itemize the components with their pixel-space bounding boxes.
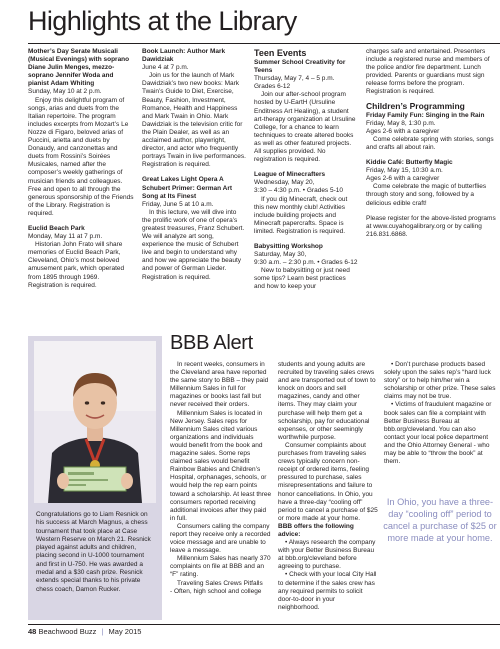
- event-time: 9:30 a.m. – 2:30 p.m. • Grades 6-12: [254, 259, 358, 267]
- event-heading: Summer School Creativity for Teens: [254, 59, 346, 75]
- article-paragraph: • Always research the company with your Better Business Bureau at bbb.org/cleveland before agreeing to purchase.: [278, 539, 376, 571]
- event-body: Historian John Frato will share memories of Euclid Beach Park, Cleveland, Ohio’s most beloved amusement park, which operated from 1895 through 1969. Registration is required.: [28, 241, 125, 289]
- pull-quote: In Ohio, you have a three-day “cooling off” period to cancel a purchase of $25 or more made at your home.: [383, 497, 497, 543]
- page-title: Highlights at the Library: [28, 6, 297, 36]
- article-paragraph: - Often, high school and college: [170, 587, 262, 595]
- section-title: Children’s Programming: [366, 100, 465, 111]
- event-date: Saturday, May 30,: [254, 251, 307, 259]
- registration-note: Please register for the above-listed programs at www.cuyahogalibrary.org or by calling 216.831.6868.: [366, 214, 496, 238]
- bbb-column-3: [384, 361, 498, 489]
- event-heading: Friday Family Fun: Singing in the Rain: [366, 111, 485, 119]
- event-date: Friday, June 5 at 10 a.m.: [142, 200, 214, 208]
- photo-caption: Congratulations go to Liam Resnick on his success at March Magnus, a chess tournament that took place at Case Western Reserve on March 21. Resnick played against adults and children, placing second in U-1000 tournament and first in U-750. He was awarded a medal and a $30 cash prize. Resnick extends special thanks to his private chess coach, Damon Rucker.: [36, 511, 151, 593]
- article-paragraph: Consumers calling the company report they receive only a recorded voice message and are unable to leave a message.: [170, 522, 271, 555]
- issue-date: May 2015: [108, 627, 142, 636]
- chess-winner-photo: [34, 341, 156, 503]
- event-heading: Kiddie Café: Butterfly Magic: [366, 159, 453, 167]
- events-column-2: [142, 48, 246, 324]
- events-column-1: [28, 48, 134, 324]
- teen-events-column: [254, 48, 358, 324]
- event-ages: Ages 2-6 with a caregiver: [366, 175, 440, 183]
- event-body: Enjoy this delightful program of songs, arias and duets from the Italian repertoire. The program includes excerpts from Mozart’s Le Nozze di Figaro, beloved arias of Puccini, arietta and duets by Donaudy, and canzonettas and duets from Rossini’s Soirées Musicales, named after the composer’s weekly gatherings of musician friends and colleagues. Free and open to all through the generous sponsorship of the Friends of the Library. Registration is required.: [28, 96, 134, 217]
- event-heading: Mother’s Day Serate Musicali (Musical Evenings) with soprano Diane Julin Menges, mezzo-soprano Jennifer Woda and pianist Adam Whiting: [28, 48, 130, 88]
- title-rule: [28, 43, 500, 44]
- bbb-column-2: [278, 361, 378, 623]
- article-subheading: BBB offers the following advice:: [278, 522, 354, 538]
- event-date: Friday, May 15, 10:30 a.m.: [366, 167, 443, 175]
- continued-text: charges safe and entertained. Presenters include a registered nurse and members of the police and/or fire department. Lunch provided. Parents or guardians must sign release forms before the program. Registration is required.: [366, 48, 490, 96]
- event-body: Join us for the launch of Mark Dawidziak’s two new books: Mark Twain’s Guide to Diet, Exercise, Beauty, Fashion, Investment, Romance, Health and Happiness and Mark Twain in Ohio. Mark Dawidziak is the television critic for the Plain Dealer, as well as an acclaimed author, playwright, director, and actor who frequently portrays Twain in live performances. Registration is required.: [142, 72, 246, 169]
- event-date: Monday, May 11 at 7 p.m.: [28, 233, 103, 241]
- article-paragraph: Millennium Sales has nearly 370 complaints on file at BBB and an “F” rating.: [170, 555, 271, 579]
- article-paragraph: • Victims of fraudulent magazine or book sales can file a complaint with Better Business Bureau at bbb.org/cleveland. You can also contact your local police department and the Ohio Attorney General - who may be able to “throw the book” at them.: [384, 401, 492, 466]
- event-body: Come celebrate spring with stories, songs and crafts all about rain.: [366, 135, 494, 151]
- event-time: 3:30 – 4:30 p.m. • Grades 5-10: [254, 187, 343, 195]
- childrens-column: [366, 48, 498, 324]
- article-paragraph: Consumer complaints about purchases from traveling sales crews typically concern non-receipt of ordered items, feeling pressured to purchase, sales misrepresentations and failure to honor cancellations. In Ohio, you have a three-day “cooling off” period to cancel a purchase of $25 or more made at your home.: [278, 441, 378, 522]
- publication-name: Beachwood Buzz: [38, 627, 97, 636]
- article-paragraph: students and young adults are recruited by traveling sales crews and are transported out of town to knock on doors and sell magazines, candy and other items. They may claim your purchase will help them get a scholarship, pay for educational expenses, or other seemingly worthwhile purpose.: [278, 361, 376, 441]
- footer-rule: [28, 624, 500, 625]
- event-body: Join our after-school program hosted by U-EartH (Ursuline Enditness Art Healing), a student art-therapy organization at Ursuline College, for a chance to learn techniques to create altered books as well as other featured projects. All supplies provided. No registration is required.: [254, 91, 356, 164]
- article-paragraph: • Check with your local City Hall to determine if the sales crew has any required permits to solicit door-to-door in your neighborhood.: [278, 571, 377, 611]
- event-heading: League of Minecrafters: [254, 171, 326, 179]
- event-date: Friday, May 8, 1:30 p.m.: [366, 119, 436, 127]
- event-date: June 4 at 7 p.m.: [142, 64, 189, 72]
- event-heading: Great Lakes Light Opera A Schubert Primer: German Art Song at Its Finest: [142, 176, 233, 200]
- article-paragraph: Millennium Sales is located in New Jersey. Sales reps for Millennium Sales cited various organizations and individuals would benefit from the book and magazine sales. Some reps claimed sales would benefit Rainbow Babies and Children’s Hospital, orphanages, schools, or would help the rep earn points toward a scholarship. At least three consumers reported receiving additional invoices after they paid in full.: [170, 409, 272, 522]
- event-heading: Euclid Beach Park: [28, 224, 85, 232]
- article-subheading: Traveling Sales Crews Pitfalls: [177, 579, 263, 587]
- article-paragraph: In recent weeks, consumers in the Cleveland area have reported the same story to BBB – they paid Millennium Sales in full for magazines or books last fall but never received their orders.: [170, 361, 269, 409]
- event-heading: Babysitting Workshop: [254, 242, 323, 250]
- footer-separator: |: [101, 627, 104, 636]
- event-date: Sunday, May 10 at 2 p.m.: [28, 88, 102, 96]
- page-footer: [28, 627, 141, 636]
- article-paragraph: • Don’t purchase products based solely upon the sales rep’s “hard luck story” or to help him/her win a scholarship or other prize. These sales claims may not be true.: [384, 361, 496, 401]
- event-date: Wednesday, May 20,: [254, 179, 315, 187]
- event-body: Come celebrate the magic of butterflies through story and song, followed by a delicious edible craft!: [366, 183, 487, 207]
- event-body: New to babysitting or just need some tips? Learn best practices and how to keep your: [254, 267, 350, 291]
- event-date: Thursday, May 7, 4 – 5 p.m.: [254, 75, 335, 83]
- event-body: In this lecture, we will dive into the prolific work of one of opera’s greatest treasures, Franz Schubert. We will analyze art song, experience the music of Schubert live and begin to understand why and how we appreciate the beauty and power of German Lieder. Registration is required.: [142, 208, 245, 281]
- event-body: If you dig Minecraft, check out this new monthly club! Activities include building projects and Minecraft papercrafts. Space is limited. Registration is required.: [254, 195, 348, 235]
- event-grades: Grades 6-12: [254, 83, 291, 91]
- section-title: Teen Events: [254, 48, 307, 58]
- bbb-column-1: [170, 361, 272, 623]
- event-heading: Book Launch: Author Mark Dawidziak: [142, 48, 226, 64]
- event-ages: Ages 2-6 with a caregiver: [366, 127, 440, 135]
- bbb-alert-title: BBB Alert: [170, 332, 253, 354]
- page-number: 48: [28, 627, 37, 636]
- boy-with-check-image: [34, 341, 156, 503]
